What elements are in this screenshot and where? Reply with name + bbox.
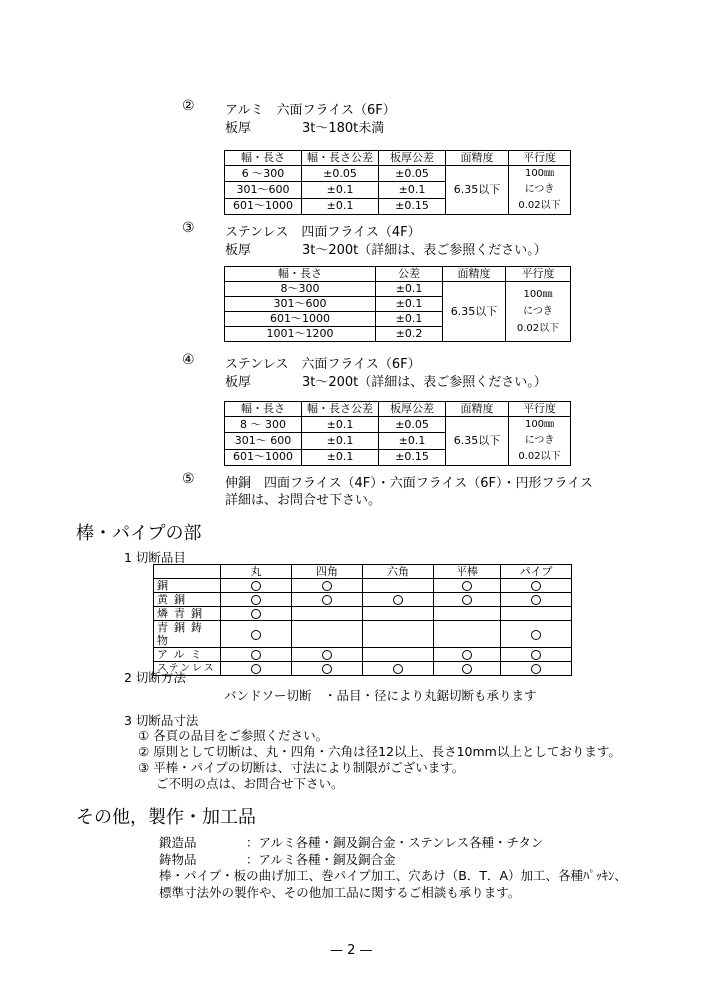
face-precision-cell: 6.35以下 xyxy=(446,417,509,466)
face-precision-cell: 6.35以下 xyxy=(443,282,506,342)
table-cell xyxy=(292,579,363,593)
cut-method-text: バンドソー切断 ・品目・径により丸鋸切断も承ります xyxy=(224,688,537,703)
table-cell xyxy=(363,593,434,607)
table-cell: 6 ～300 xyxy=(225,166,302,182)
table-header: 幅・長さ xyxy=(225,402,302,417)
other-line-label: 鋳物品 xyxy=(159,852,197,867)
table-cell: 601～1000 xyxy=(225,449,302,465)
section-5-number: ⑤ xyxy=(182,471,195,487)
table-cell: ±0.15 xyxy=(379,449,446,465)
table-header: 面精度 xyxy=(446,151,509,166)
parallel-line: につき xyxy=(523,306,553,317)
table-cell xyxy=(434,579,501,593)
table-cell: ±0.1 xyxy=(376,282,443,297)
table-row xyxy=(154,607,572,621)
cut-size-item: ② 原則として切断は、丸・四角・六角は径12以上、長さ10mm以上としております。 xyxy=(138,744,621,759)
section-3-sub-label: 板厚 xyxy=(225,243,252,258)
table-row xyxy=(154,593,572,607)
table-cell: ±0.05 xyxy=(379,166,446,182)
table-cell xyxy=(434,662,501,676)
circle-mark-icon xyxy=(322,581,332,591)
table-cell: 601～1000 xyxy=(225,198,302,214)
section-3-title: ステンレス 四面フライス（4F） xyxy=(225,225,421,240)
table-cell: ±0.1 xyxy=(376,312,443,327)
table-header xyxy=(154,565,221,579)
table-cell: 301～600 xyxy=(225,182,302,198)
circle-mark-icon xyxy=(531,630,541,640)
table-cell: ±0.1 xyxy=(302,449,379,465)
table-cell: ±0.05 xyxy=(302,166,379,182)
table-row xyxy=(154,579,572,593)
section-2-title: アルミ 六面フライス（6F） xyxy=(225,103,396,118)
table-cell: ±0.1 xyxy=(302,198,379,214)
row-label: アルミ xyxy=(154,648,221,662)
table-header: 幅・長さ公差 xyxy=(302,402,379,417)
table-cell xyxy=(363,607,434,621)
row-label: 燐青銅 xyxy=(154,607,221,621)
other-line-value: ：アルミ各種・銅及銅合金・ステンレス各種・チタン xyxy=(246,835,544,850)
circle-mark-icon xyxy=(322,664,332,674)
table-cell: ±0.1 xyxy=(302,182,379,198)
parallel-line: につき xyxy=(524,184,555,195)
table-header: 平行度 xyxy=(509,402,571,417)
circle-mark-icon xyxy=(462,650,472,660)
other-heading: その他，製作・加工品 xyxy=(76,807,256,828)
circle-mark-icon xyxy=(322,595,332,605)
parallel-line: 100㎜ xyxy=(524,168,555,179)
circle-mark-icon xyxy=(531,595,541,605)
table-cell: 8～300 xyxy=(225,282,376,297)
table-row xyxy=(225,166,571,182)
parallel-cell xyxy=(506,282,571,342)
circle-mark-icon xyxy=(462,581,472,591)
table-header: 幅・長さ公差 xyxy=(302,151,379,166)
table-cell: 1001～1200 xyxy=(225,327,376,342)
row-label: ステンレス xyxy=(154,662,221,676)
table-cell: 601～1000 xyxy=(225,312,376,327)
table-cell xyxy=(292,607,363,621)
circle-mark-icon xyxy=(531,581,541,591)
table-cell: ±0.1 xyxy=(379,182,446,198)
parallel-line: 0.02以下 xyxy=(518,200,561,211)
table-row xyxy=(154,648,572,662)
table-row xyxy=(225,282,571,297)
table-cell xyxy=(434,648,501,662)
table-header: 板厚公差 xyxy=(379,151,446,166)
parallel-line: 100㎜ xyxy=(523,289,553,300)
section-2-table xyxy=(224,150,571,215)
table-header: 面精度 xyxy=(443,267,506,282)
table-cell: ±0.1 xyxy=(379,433,446,449)
section-3-table xyxy=(224,266,571,342)
circle-mark-icon xyxy=(251,609,261,619)
cut-items-heading: 1 切断品目 xyxy=(124,550,186,565)
table-cell xyxy=(292,593,363,607)
other-paragraph: 標準寸法外の製作や、その他加工品に関するご相談も承ります。 xyxy=(159,885,521,900)
table-header: 平棒 xyxy=(434,565,501,579)
circle-mark-icon xyxy=(393,664,403,674)
table-cell xyxy=(292,621,363,648)
parallel-cell xyxy=(509,166,571,215)
section-2-number: ② xyxy=(182,98,195,114)
table-row xyxy=(225,417,571,433)
cut-method-heading: 2 切断方法 xyxy=(124,670,186,685)
parallel-line: につき xyxy=(524,435,555,446)
section-2-sub-value: 3t～180t未満 xyxy=(302,121,385,136)
table-cell xyxy=(501,593,572,607)
table-header: 平行度 xyxy=(506,267,571,282)
table-cell xyxy=(221,648,292,662)
table-cell xyxy=(292,662,363,676)
bar-pipe-heading: 棒・パイプの部 xyxy=(76,523,202,544)
row-label: 銅 xyxy=(154,579,221,593)
section-3-number: ③ xyxy=(182,220,195,236)
table-row xyxy=(154,662,572,676)
table-header: 公差 xyxy=(376,267,443,282)
table-cell xyxy=(501,579,572,593)
section-4-sub-label: 板厚 xyxy=(225,375,252,390)
circle-mark-icon xyxy=(251,595,261,605)
table-cell xyxy=(501,662,572,676)
table-header: 面精度 xyxy=(446,402,509,417)
table-cell: ±0.05 xyxy=(379,417,446,433)
table-cell xyxy=(434,621,501,648)
row-label: 黄銅 xyxy=(154,593,221,607)
cut-size-heading: 3 切断品寸法 xyxy=(124,713,199,728)
other-paragraph: 棒・パイプ・板の曲げ加工、巻パイプ加工、穴あけ（B．T．A）加工、各種ﾊﾟｯｷﾝ、 xyxy=(159,868,627,883)
table-cell: ±0.1 xyxy=(302,417,379,433)
row-label: 青銅鋳物 xyxy=(154,621,221,648)
table-cell: 301～ 600 xyxy=(225,433,302,449)
table-cell: 301～600 xyxy=(225,297,376,312)
table-cell xyxy=(363,621,434,648)
table-row xyxy=(154,621,572,648)
table-cell xyxy=(501,621,572,648)
table-cell: ±0.1 xyxy=(376,297,443,312)
cut-size-item: ③ 平棒・パイプの切断は、寸法により制限がございます。 xyxy=(138,760,465,775)
table-cell: 8 ～ 300 xyxy=(225,417,302,433)
table-cell xyxy=(363,662,434,676)
circle-mark-icon xyxy=(251,664,261,674)
other-line-label: 鍛造品 xyxy=(159,835,197,850)
parallel-line: 0.02以下 xyxy=(516,323,560,334)
cut-size-item: ご不明の点は、お問合せ下さい。 xyxy=(156,776,344,791)
table-header: 幅・長さ xyxy=(225,267,376,282)
table-cell xyxy=(434,593,501,607)
parallel-line: 0.02以下 xyxy=(518,451,561,462)
table-cell: ±0.2 xyxy=(376,327,443,342)
parallel-cell xyxy=(509,417,571,466)
table-cell xyxy=(221,593,292,607)
table-cell xyxy=(363,579,434,593)
table-cell xyxy=(221,579,292,593)
circle-mark-icon xyxy=(251,650,261,660)
table-cell xyxy=(501,607,572,621)
table-cell xyxy=(501,648,572,662)
circle-mark-icon xyxy=(393,595,403,605)
section-3-sub-value: 3t～200t（詳細は、表ご参照ください。） xyxy=(302,243,547,258)
circle-mark-icon xyxy=(462,664,472,674)
table-cell xyxy=(221,621,292,648)
section-4-title: ステンレス 六面フライス（6F） xyxy=(225,357,421,372)
table-cell: ±0.15 xyxy=(379,198,446,214)
circle-mark-icon xyxy=(462,595,472,605)
section-5-title: 伸銅 四面フライス（4F）・六面フライス（6F）・円形フライス xyxy=(225,476,593,491)
section-2-sub-label: 板厚 xyxy=(225,121,252,136)
section-4-table xyxy=(224,401,571,466)
table-header: 丸 xyxy=(221,565,292,579)
table-header: パイプ xyxy=(501,565,572,579)
table-cell xyxy=(292,648,363,662)
table-header: 板厚公差 xyxy=(379,402,446,417)
circle-mark-icon xyxy=(531,650,541,660)
parallel-line: 100㎜ xyxy=(524,419,555,430)
section-5-sub: 詳細は、お問合せ下さい。 xyxy=(225,493,382,508)
table-header: 六角 xyxy=(363,565,434,579)
cut-size-item: ① 各頁の品目をご参照ください。 xyxy=(138,728,329,743)
circle-mark-icon xyxy=(251,581,261,591)
circle-mark-icon xyxy=(531,664,541,674)
table-cell xyxy=(363,648,434,662)
face-precision-cell: 6.35以下 xyxy=(446,166,509,215)
other-line-value: ：アルミ各種・銅及銅合金 xyxy=(246,852,396,867)
cut-items-table xyxy=(153,564,572,676)
circle-mark-icon xyxy=(322,650,332,660)
section-4-sub-value: 3t～200t（詳細は、表ご参照ください。） xyxy=(302,375,547,390)
page-number: — 2 — xyxy=(330,943,373,958)
table-cell xyxy=(221,607,292,621)
table-header: 幅・長さ xyxy=(225,151,302,166)
table-cell xyxy=(221,662,292,676)
circle-mark-icon xyxy=(251,630,261,640)
table-cell xyxy=(434,607,501,621)
section-4-number: ④ xyxy=(182,352,195,368)
table-header: 四角 xyxy=(292,565,363,579)
table-cell: ±0.1 xyxy=(302,433,379,449)
table-header: 平行度 xyxy=(509,151,571,166)
